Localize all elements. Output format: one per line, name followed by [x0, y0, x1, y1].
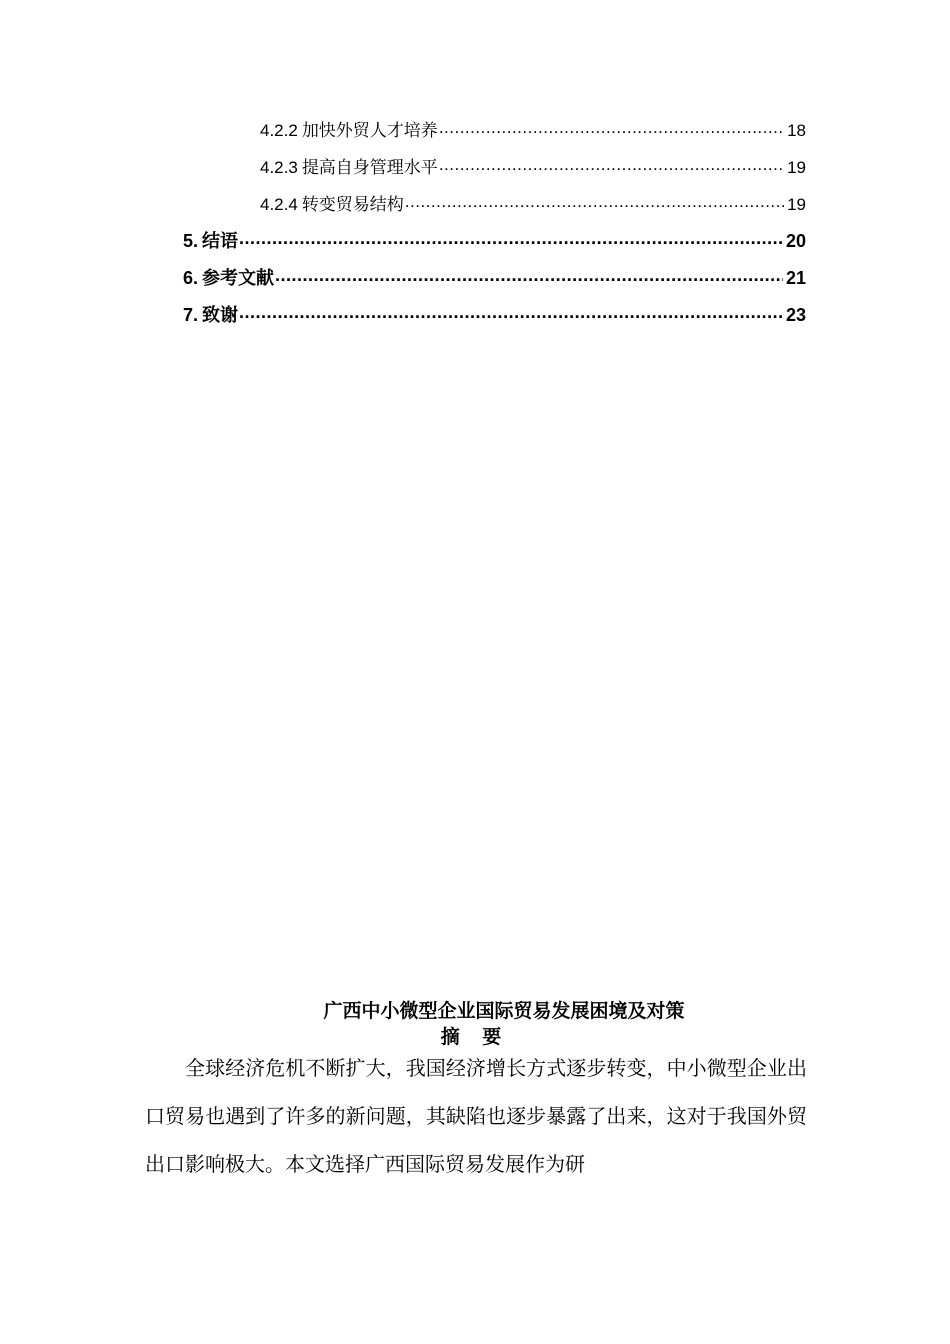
toc-entry[interactable]	[260, 190, 806, 215]
toc-entry-title: 结语	[202, 231, 239, 251]
toc-entry[interactable]	[183, 227, 806, 253]
toc-entry-title: 转变贸易结构	[301, 195, 404, 214]
toc-dot-leader	[439, 156, 784, 173]
toc-entry-page: 23	[785, 305, 806, 325]
toc-dot-leader	[239, 229, 783, 247]
toc-entry-title: 参考文献	[202, 268, 275, 288]
toc-entry[interactable]	[183, 301, 806, 327]
toc-entry[interactable]	[183, 264, 806, 290]
toc-entry-number: 7.	[183, 305, 199, 325]
toc-entry-page: 18	[787, 121, 806, 140]
abstract-body: 全球经济危机不断扩大，我国经济增长方式逐步转变，中小微型企业出口贸易也遇到了许多的新问题，其缺陷也逐步暴露了出来，这对于我国外贸出口影响极大。本文选择广西国际贸易发展作为研	[145, 1056, 807, 1176]
paper-title: 广西中小微型企业国际贸易发展困境及对策	[323, 1000, 685, 1022]
toc-entry[interactable]	[260, 153, 806, 178]
toc-entry-title: 加快外贸人才培养	[301, 121, 438, 140]
toc-entry-page: 21	[785, 268, 806, 288]
toc-entry-number: 4.2.2	[260, 121, 298, 140]
toc-dot-leader	[405, 193, 784, 210]
toc-entry-title: 提高自身管理水平	[301, 158, 438, 177]
toc-entry-page: 20	[785, 231, 806, 251]
toc-entry-title: 致谢	[202, 305, 239, 325]
toc-entry-number: 4.2.3	[260, 158, 298, 177]
toc-entry-page: 19	[787, 158, 806, 177]
toc-entry-number: 5.	[183, 231, 199, 251]
toc-entry-number: 4.2.4	[260, 195, 298, 214]
toc-dot-leader	[439, 119, 784, 136]
toc-dot-leader	[275, 266, 783, 284]
toc-entry-page: 19	[787, 195, 806, 214]
toc-dot-leader	[239, 303, 783, 321]
toc-entry-number: 6.	[183, 268, 199, 288]
toc-entry[interactable]	[260, 116, 806, 141]
abstract-heading: 摘 要	[440, 1026, 510, 1048]
